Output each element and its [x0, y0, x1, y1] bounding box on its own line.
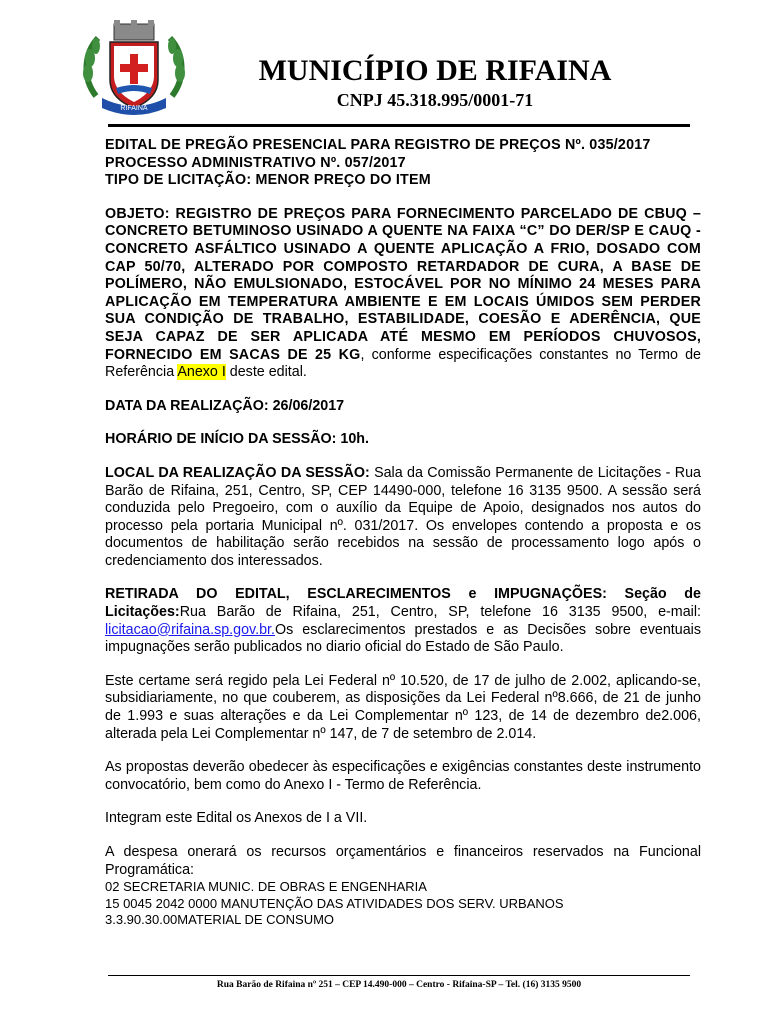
municipal-coat-of-arms-logo: [78, 18, 190, 118]
data-realizacao: DATA DA REALIZAÇÃO: 26/06/2017: [105, 397, 345, 414]
objeto-suffix: , conforme especificações constantes no Termo de Referência: [105, 346, 701, 381]
anexos-paragraph: Integram este Edital os Anexos de I a VII.: [105, 810, 368, 827]
footer-divider: [108, 975, 690, 976]
retirada-paragraph: [105, 586, 701, 656]
certame-paragraph: Este certame será regido pela Lei Federal nº 10.520, de 17 de julho de 2.002, aplicando-se, subsidiariamente, no que couberem, as disposições da Lei Federal nº8.666, de 21 de junho de 1.993 e suas alterações e da Lei Complementar nº 123, de 14 de dezembro de2.006, alterada pela Lei Complementar nº 147, de 7 de setembro de 2.014.: [105, 672, 701, 742]
retirada-label: RETIRADA DO EDITAL, ESCLARECIMENTOS e IMPUGNAÇÕES: Seção de Licitações:: [105, 586, 701, 621]
objeto-paragraph: [105, 206, 701, 382]
header-cnpj: CNPJ 45.318.995/0001-71: [336, 90, 534, 110]
document-body: [105, 137, 701, 929]
processo-number: PROCESSO ADMINISTRATIVO Nº. 057/2017: [105, 154, 406, 171]
retirada-text-2: Os esclarecimentos prestados e as Decisões sobre eventuais impugnações serão publicados no diario oficial do Estado de São Paulo.: [105, 621, 701, 656]
local-label: LOCAL DA REALIZAÇÃO DA SESSÃO:: [105, 464, 370, 481]
budget-lines: [105, 879, 701, 929]
local-text: Sala da Comissão Permanente de Licitações - Rua Barão de Rifaina, 251, Centro, SP, CEP 14490-000, telefone 16 3135 9500. A sessão será conduzida pelo Pregoeiro, com o auxílio da Equipe de Apoio, designados nos autos do processo pela portaria Municipal nº. 031/2017. Os envelopes contendo a proposta e os documentos de habilitação serão recebidos na sessão de processamento logo após o credenciamento dos interessados.: [105, 464, 701, 569]
seal-ribbon-text: RIFAINA: [120, 105, 148, 112]
edital-heading: [105, 137, 701, 190]
page-title: MUNICÍPIO DE RIFAINA: [258, 54, 612, 87]
anexo-highlight: Anexo I: [177, 364, 226, 381]
horario-inicio: HORÁRIO DE INÍCIO DA SESSÃO: 10h.: [105, 431, 369, 448]
budget-line-1: 02 SECRETARIA MUNIC. DE OBRAS E ENGENHARIA: [105, 879, 427, 895]
objeto-end: deste edital.: [225, 364, 307, 381]
despesa-paragraph: A despesa onerará os recursos orçamentários e financeiros reservados na Funcional Programática:: [105, 844, 701, 878]
footer-address: Rua Barão de Rifaina nº 251 – CEP 14.490-000 – Centro - Rifaina-SP – Tel. (16) 3135 9500: [216, 980, 582, 990]
objeto-text: OBJETO: REGISTRO DE PREÇOS PARA FORNECIMENTO PARCELADO DE CBUQ –CONCRETO BETUMINOSO USINADO A QUENTE NA FAIXA “C” DO DER/SP E CAUQ -CONCRETO ASFÁLTICO USINADO A QUENTE APLICAÇÃO A FRIO, DOSADO COM CAP 50/70, ALTERADO POR COMPOSTO RETARDADOR DE CURA, A BASE DE POLÍMERO, NÃO EMULSIONADO, ESTOCÁVEL POR NO MÍNIMO 24 MESES PARA APLICAÇÃO EM TEMPERATURA AMBIENTE E EM LOCAIS ÚMIDOS SEM PERDER SUA CONDIÇÃO DE TRABALHO, ESTABILIDADE, COESÃO E ADERÊNCIA, QUE SEJA CAPAZ DE SER APLICADA ATÉ MESMO EM PERÍODOS CHUVOSOS, FORNECIDO EM SACAS DE 25 KG: [105, 205, 701, 363]
edital-number: EDITAL DE PREGÃO PRESENCIAL PARA REGISTRO DE PREÇOS Nº. 035/2017: [105, 137, 651, 153]
budget-line-2: 15 0045 2042 0000 MANUTENÇÃO DAS ATIVIDADES DOS SERV. URBANOS: [105, 895, 564, 911]
retirada-text: Rua Barão de Rifaina, 251, Centro, SP, telefone 16 3135 9500, e-mail:: [179, 604, 701, 621]
tipo-licitacao: TIPO DE LICITAÇÃO: MENOR PREÇO DO ITEM: [105, 172, 431, 189]
header-divider: [108, 124, 690, 127]
budget-line-3: 3.3.90.30.00MATERIAL DE CONSUMO: [105, 912, 335, 928]
propostas-paragraph: As propostas deverão obedecer às especificações e exigências constantes deste instrumento convocatório, bem como do Anexo I - Termo de Referência.: [105, 759, 701, 793]
local-paragraph: [105, 465, 701, 571]
email-link[interactable]: licitacao@rifaina.sp.gov.br.: [105, 621, 276, 638]
